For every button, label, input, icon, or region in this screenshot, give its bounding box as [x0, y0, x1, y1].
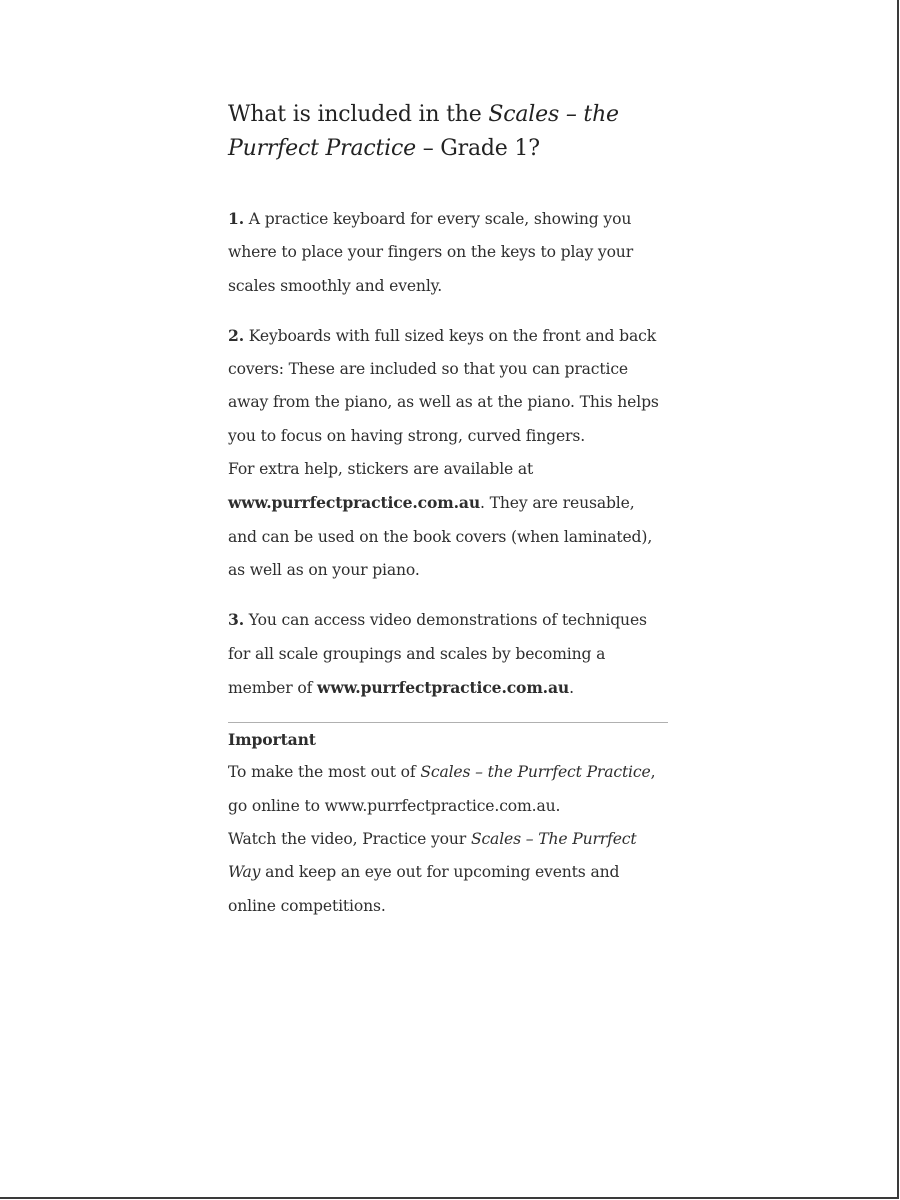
important-line-1-before: To make the most out of [228, 763, 421, 782]
membership-website-link: www.purrfectpractice.com.au [317, 677, 570, 697]
list-item-2 [228, 319, 668, 587]
item-text-1: A practice keyboard for every scale, showing you where to place your fingers on the keys to play your scales smoothly and evenly. [228, 210, 634, 295]
important-line-2-before: Watch the video, Practice your [228, 830, 471, 849]
important-line-2-after: and keep an eye out for upcoming events and online competitions. [228, 863, 620, 915]
page-content [228, 98, 668, 923]
list-item-3 [228, 603, 668, 705]
item-2-extra-before: For extra help, stickers are available at [228, 460, 534, 479]
list-item-1 [228, 202, 668, 303]
item-3-after: . [569, 678, 574, 697]
item-number-3: 3. [228, 610, 244, 630]
important-notice [228, 723, 668, 923]
item-number-2: 2. [228, 325, 244, 345]
item-number-1: 1. [228, 209, 244, 228]
important-line-2-book: Scales – The Purrfect Way [228, 830, 637, 882]
title-book-name: Scales – the Purrfect Practice [228, 102, 619, 161]
item-text-2: Keyboards with full sized keys on the front and back covers: These are included so that you can practice away from the piano, as well as at the piano. This helps you to focus on having strong, curved fingers. [228, 326, 659, 445]
title-part-3: – Grade 1? [415, 136, 540, 161]
important-heading: Important [228, 730, 316, 750]
important-line-1-book: Scales – the Purrfect Practice [420, 763, 651, 782]
page-title [228, 98, 668, 166]
title-part-1: What is included in the [228, 102, 489, 127]
stickers-website-link: www.purrfectpractice.com.au [228, 493, 481, 513]
item-2-extra-after: . They are reusable, and can be used on the book covers (when laminated), as well as on your piano. [228, 494, 653, 579]
important-line-1-after: , go online to www.purrfectpractice.com.au. [228, 763, 656, 815]
item-text-3: You can access video demonstrations of techniques for all scale groupings and scales by becoming a member of [228, 611, 647, 697]
